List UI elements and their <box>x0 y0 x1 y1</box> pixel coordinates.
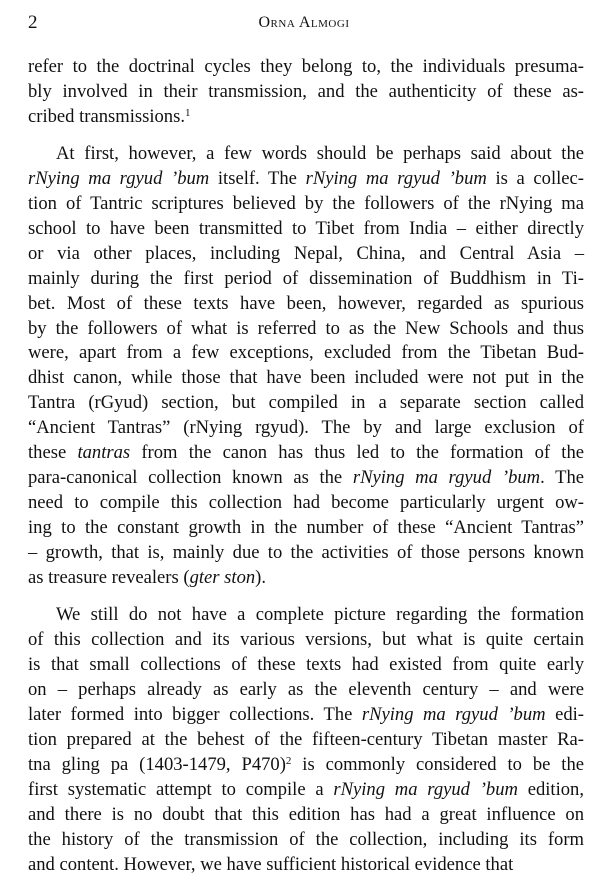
text-line <box>28 391 584 416</box>
text-line <box>28 703 584 728</box>
text-line <box>28 678 584 703</box>
text-line <box>28 466 584 491</box>
text-segment: – growth, that is, mainly due to the activities of those persons known <box>28 542 584 564</box>
text-segment: bet. Most of these texts have been, however, regarded as spurious <box>28 292 584 314</box>
text-line <box>28 828 584 853</box>
running-head: Orna Almogi <box>258 14 350 31</box>
text-segment: mainly during the first period of dissemination of Buddhism in Ti- <box>28 267 584 289</box>
text-segment: ). <box>255 567 267 589</box>
text-segment: the history of the transmission of the collection, including its form <box>28 828 584 850</box>
text-line <box>28 292 584 317</box>
text-line <box>28 778 584 803</box>
paragraph <box>28 55 584 130</box>
text-line <box>28 317 584 342</box>
text-line <box>28 242 584 267</box>
text-line <box>28 566 584 591</box>
text-segment: para-canonical collection known as the <box>28 467 353 489</box>
text-segment: these <box>28 442 78 464</box>
text-segment: edition, <box>517 778 584 800</box>
page-header <box>28 12 580 34</box>
text-line <box>28 603 584 628</box>
text-segment: later formed into bigger collections. The <box>28 703 362 725</box>
text-line <box>28 753 584 778</box>
text-line <box>28 728 584 753</box>
text-line <box>28 142 584 167</box>
text-segment: by the followers of what is referred to as the New Schools and thus <box>28 317 584 339</box>
text-segment: tna gling pa (1403-1479, P470) <box>28 753 286 775</box>
page-number: 2 <box>28 12 38 33</box>
text-segment: as treasure revealers ( <box>28 567 190 589</box>
text-segment: is that small collections of these texts had existed from quite early <box>28 653 584 675</box>
text-line <box>28 628 584 653</box>
text-line <box>28 441 584 466</box>
text-line <box>28 267 584 292</box>
text-line <box>28 341 584 366</box>
text-segment: itself. The <box>209 167 306 189</box>
text-segment: were, apart from a few exceptions, excluded from the Tibetan Bud- <box>28 342 584 364</box>
paragraph <box>28 142 584 591</box>
text-segment: Tantra (rGyud) section, but compiled in a separate section called <box>28 392 584 414</box>
text-segment: first systematic attempt to compile a <box>28 778 334 800</box>
text-segment: At first, however, a few words should be perhaps said about the <box>56 142 584 164</box>
text-segment: dhist canon, while those that have been included were not put in the <box>28 367 584 389</box>
footnote-marker: 2 <box>285 754 292 767</box>
text-line <box>28 653 584 678</box>
text-line <box>28 192 584 217</box>
text-segment: is a collec- <box>486 167 584 189</box>
paragraph <box>28 603 584 877</box>
text-segment: tion prepared at the behest of the fifteen-century Tibetan master Ra- <box>28 728 584 750</box>
text-segment: is commonly considered to be the <box>291 753 584 775</box>
text-line <box>28 55 584 80</box>
text-segment: “Ancient Tantras” (rNying rgyud). The by and large exclusion of <box>28 417 584 439</box>
text-line <box>28 803 584 828</box>
text-line <box>28 853 584 878</box>
text-line <box>28 167 584 192</box>
text-segment: bly involved in their transmission, and the authenticity of these as- <box>28 80 584 102</box>
text-line <box>28 105 584 130</box>
text-segment: refer to the doctrinal cycles they belong to, the individuals presuma- <box>28 56 584 77</box>
text-segment: cribed transmissions. <box>28 105 185 127</box>
text-line <box>28 541 584 566</box>
text-segment: from the canon has thus led to the formation of the <box>130 442 585 464</box>
italic-text: gter ston <box>189 567 256 589</box>
text-segment: We still do not have a complete picture regarding the formation <box>56 604 584 626</box>
text-segment: of this collection and its various versions, but what is quite certain <box>28 628 584 650</box>
italic-text: tantras <box>77 442 131 464</box>
text-line <box>28 80 584 105</box>
text-segment: school to have been transmitted to Tibet from India – either directly <box>28 217 584 239</box>
text-segment: tion of Tantric scriptures believed by the followers of the rNying ma <box>28 192 584 214</box>
text-segment: . The <box>540 467 585 489</box>
text-line <box>28 217 584 242</box>
text-line <box>28 491 584 516</box>
italic-text: rNying ma rgyud ’bum <box>352 467 541 489</box>
text-line <box>28 516 584 541</box>
text-line <box>28 366 584 391</box>
footnote-marker: 1 <box>185 106 191 119</box>
italic-text: rNying ma rgyud ’bum <box>28 167 210 189</box>
text-line <box>28 416 584 441</box>
italic-text: rNying ma rgyud ’bum <box>333 778 518 800</box>
text-segment: and content. However, we have sufficient historical evidence that <box>28 853 514 875</box>
text-segment: need to compile this collection had become particularly urgent ow- <box>28 492 584 514</box>
text-segment: or via other places, including Nepal, China, and Central Asia – <box>28 242 584 264</box>
italic-text: rNying ma rgyud ’bum <box>361 703 546 725</box>
text-segment: and there is no doubt that this edition has had a great influence on <box>28 803 584 825</box>
text-segment: on – perhaps already as early as the eleventh century – and were <box>28 678 584 700</box>
body-text <box>28 55 584 890</box>
text-segment: edi- <box>545 703 584 725</box>
italic-text: rNying ma rgyud ’bum <box>305 167 487 189</box>
text-segment: ing to the constant growth in the number of these “Ancient Tantras” <box>28 517 584 539</box>
